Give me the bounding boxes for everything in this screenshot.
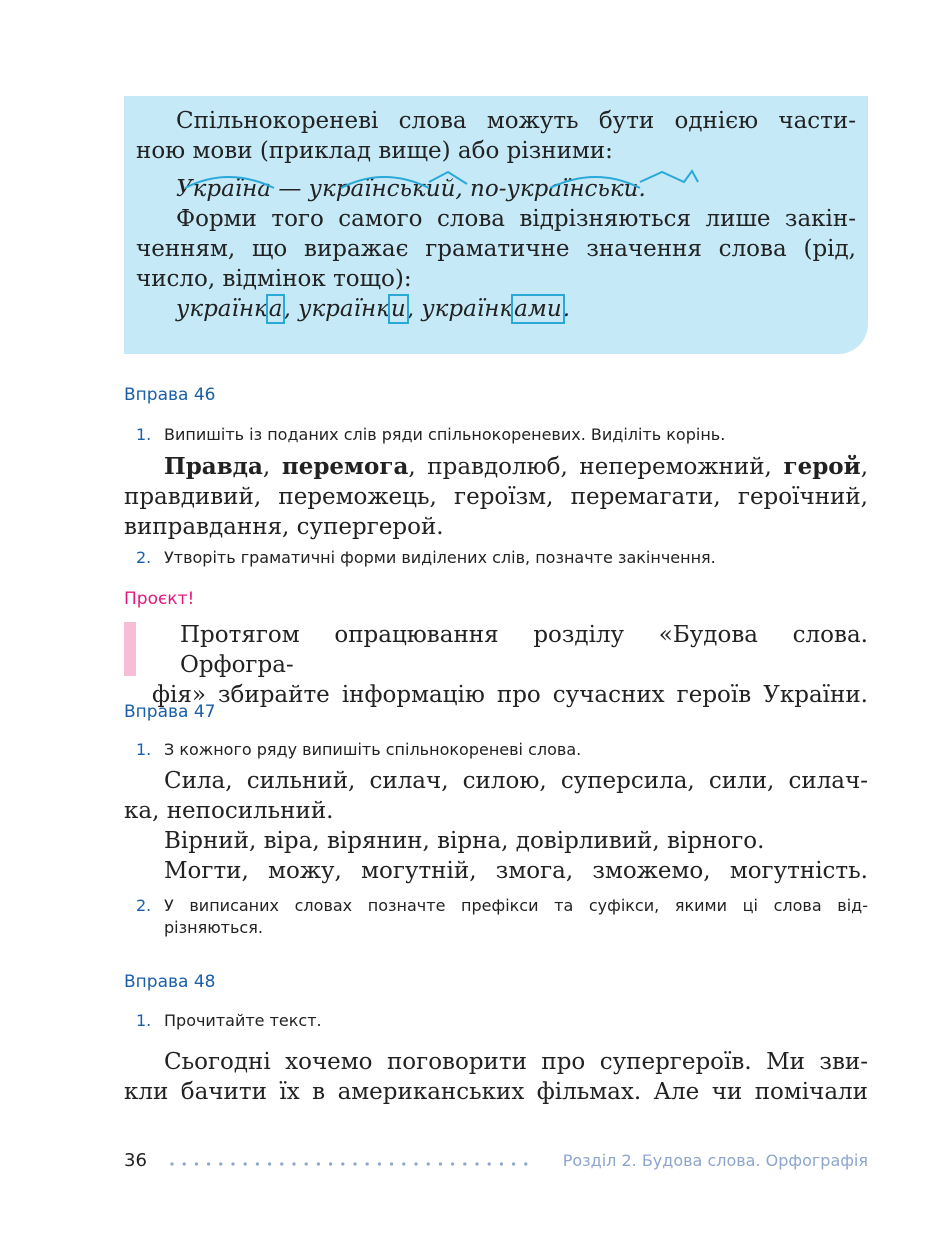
leader-dot [378, 1162, 381, 1165]
project-heading: Проєкт! [124, 589, 195, 609]
leader-dot [170, 1162, 173, 1165]
leader-dot [341, 1162, 344, 1165]
rule-forms [136, 294, 856, 324]
leader-dot [317, 1162, 320, 1165]
dash: — [271, 176, 309, 202]
leader-dot [427, 1162, 430, 1165]
task-2-line-b: різняються. [164, 918, 263, 937]
task-number: 1. [136, 1011, 152, 1030]
leader-dot [488, 1162, 491, 1165]
leader-dot [390, 1162, 393, 1165]
leader-dot [512, 1162, 515, 1165]
exercise-46-task-1 [136, 424, 868, 446]
bold-word-pravda: Правда [164, 453, 263, 480]
separator: , [283, 296, 299, 322]
word-ukrainskyi: український, [308, 176, 463, 202]
exercise-47-heading: Вправа 47 [124, 702, 216, 722]
project-line-1: Протягом опрацювання розділу «Будова слова. Орфогра- [180, 622, 868, 678]
exercise-48-heading: Вправа 48 [124, 972, 216, 992]
task-text: Утворіть граматичні форми виділених слів, позначте закінчення. [164, 548, 716, 567]
leader-dot [195, 1162, 198, 1165]
rule-line-2: ною мови (приклад вище) або різними: [136, 138, 613, 164]
ex47-line-2: ка, непосильний. [124, 798, 334, 824]
form-3-ending: ами [514, 296, 562, 322]
task-number: 1. [136, 740, 152, 759]
ex48-line-1: Сьогодні хочемо поговорити про супергероїв. Ми зви- [164, 1049, 868, 1075]
ex46-line-2: правдивий, переможець, героїзм, перемагати, героїчний, [124, 484, 868, 510]
leader-dot [183, 1162, 186, 1165]
leader-dot [329, 1162, 332, 1165]
task-text: Випишіть із поданих слів ряди спільнокореневих. Виділіть корінь. [164, 425, 726, 444]
leader-dot [305, 1162, 308, 1165]
bold-word-heroi: герой [783, 453, 861, 480]
rule-line-4: Форми того самого слова відрізняються лише закін- [176, 206, 856, 232]
leader-dot [244, 1162, 247, 1165]
task-number: 2. [136, 896, 152, 915]
ex47-line-3: Вірний, віра, вірянин, вірна, довірливий, вірного. [164, 828, 765, 854]
leader-dot [524, 1162, 527, 1165]
project-text [152, 620, 868, 710]
exercise-46-words [124, 452, 868, 542]
ex46-mid: , правдолюб, непереможний, [408, 454, 772, 480]
form-1-stem: українк [176, 296, 268, 322]
project-line-2: фія» збирайте інформацію про сучасних героїв України. [152, 682, 868, 708]
leader-dot [451, 1162, 454, 1165]
rule-line-5: ченням, що виражає граматичне значення слова (рід, [136, 236, 856, 262]
exercise-46-heading: Вправа 46 [124, 385, 216, 405]
bold-word-peremoha: перемога [281, 453, 409, 480]
exercise-47-task-1 [136, 739, 868, 761]
rule-box [124, 96, 868, 354]
page-number: 36 [124, 1150, 147, 1171]
leader-dot [207, 1162, 210, 1165]
task-number: 1. [136, 425, 152, 444]
exercise-47-task-2 [136, 895, 868, 939]
leader-dot [402, 1162, 405, 1165]
leader-dot [268, 1162, 271, 1165]
ex47-line-1: Сила, сильний, силач, силою, суперсила, сили, силач- [164, 768, 868, 794]
exercise-46-task-2 [136, 547, 868, 569]
rule-line-6: число, відмінок тощо): [136, 266, 412, 292]
task-2-line-a [136, 895, 868, 917]
task-text: Прочитайте текст. [164, 1011, 322, 1030]
leader-dot [500, 1162, 503, 1165]
rule-example-roots [136, 174, 856, 204]
rule-line-1: Спільнокореневі слова можуть бути однією части- [176, 108, 856, 134]
leader-dot [292, 1162, 295, 1165]
form-1-ending: а [268, 296, 283, 322]
ex46-line-1: Правда, перемога, правдолюб, непереможний, герой, [164, 453, 868, 480]
ex47-line-4: Могти, можу, могутній, змога, зможемо, могутність. [164, 858, 868, 884]
ex46-line-3: виправдання, супергерой. [124, 514, 444, 540]
section-title: Розділ 2. Будова слова. Орфографія [562, 1151, 868, 1170]
word-ukraina: Україна [176, 176, 272, 202]
leader-dot [475, 1162, 478, 1165]
leader-dot [231, 1162, 234, 1165]
word-po-ukrainsky: по-українськи [462, 176, 639, 202]
exercise-47-words [124, 766, 868, 886]
leader-dot [439, 1162, 442, 1165]
ex48-line-2: кли бачити їх в американських фільмах. Але чи помічали [124, 1079, 868, 1105]
leader-dot [353, 1162, 356, 1165]
task-text: У виписаних словах позначте префікси та суфікси, якими ці слова від- [164, 896, 868, 915]
leader-dot [280, 1162, 283, 1165]
leader-dot [366, 1162, 369, 1165]
form-3-stem: українк [421, 296, 514, 322]
period: . [638, 176, 646, 202]
leader-dot [414, 1162, 417, 1165]
leader-dot [463, 1162, 466, 1165]
form-2-stem: українк [298, 296, 390, 322]
project-marker-bar [124, 622, 136, 676]
task-number: 2. [136, 548, 152, 567]
exercise-48-text [124, 1047, 868, 1107]
leader-dot [219, 1162, 222, 1165]
page-footer [124, 1150, 868, 1176]
exercise-48-task-1 [136, 1010, 868, 1032]
final-period: . [562, 296, 571, 322]
task-text: З кожного ряду випишіть спільнокореневі слова. [164, 740, 582, 759]
form-2-ending: и [390, 296, 406, 322]
leader-dot [256, 1162, 259, 1165]
separator: , [406, 296, 422, 322]
